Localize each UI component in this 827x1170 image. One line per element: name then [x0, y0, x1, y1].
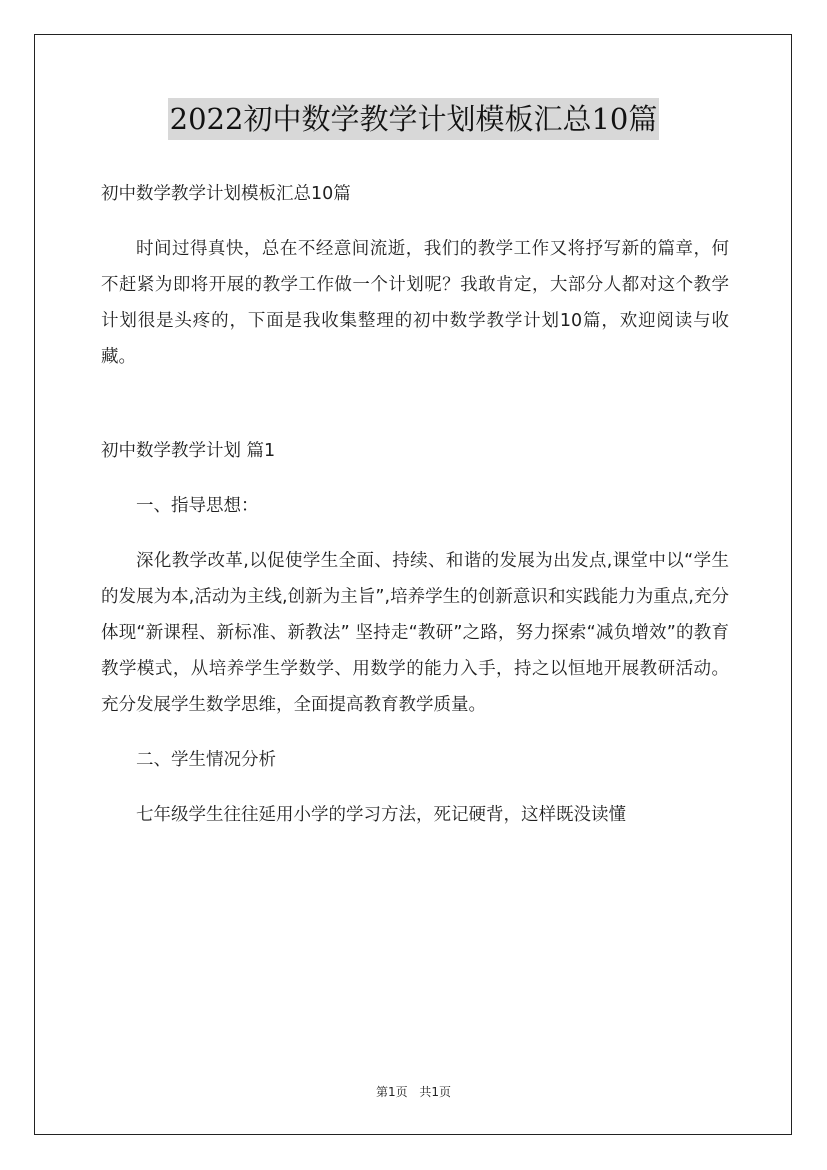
spacer — [101, 469, 729, 488]
spacer — [101, 375, 729, 433]
part2-paragraph: 七年级学生往往延用小学的学习方法，死记硬背，这样既没读懂 — [136, 805, 626, 825]
title-container — [0, 98, 827, 140]
spacer — [101, 723, 729, 742]
page-number: 第1页 — [375, 1085, 408, 1099]
part1-paragraph: 深化教学改革,以促使学生全面、持续、和谐的发展为出发点,课堂中以“学生的发展为本,活动为主线,创新为主旨”,培养学生的创新意识和实践能力为重点,充分体现“新课程、新标准、新教法” 坚持走“教研”之路，努力探索“减负增效”的教育教学模式，从培养学生学数学、用数学的能力入手，持之以恒地开展教研活动。充分发展学生数学思维，全面提高教育教学质量。 — [101, 551, 729, 715]
spacer — [101, 778, 729, 797]
page-total: 共1页 — [419, 1085, 452, 1099]
page-footer — [0, 1083, 827, 1100]
document-subtitle: 初中数学教学计划模板汇总10篇 — [101, 184, 351, 204]
document-title: 2022初中数学教学计划模板汇总10篇 — [168, 98, 660, 140]
part1-heading: 一、指导思想： — [136, 496, 259, 516]
section-heading: 初中数学教学计划 篇1 — [101, 441, 276, 461]
document-body — [101, 176, 729, 833]
spacer — [101, 212, 729, 231]
spacer — [101, 524, 729, 543]
part2-heading: 二、学生情况分析 — [136, 750, 276, 770]
intro-paragraph: 时间过得真快，总在不经意间流逝，我们的教学工作又将抒写新的篇章，何不赶紧为即将开展的教学工作做一个计划呢？我敢肯定，大部分人都对这个教学计划很是头疼的，下面是我收集整理的初中数学教学计划10篇，欢迎阅读与收藏。 — [101, 239, 729, 367]
